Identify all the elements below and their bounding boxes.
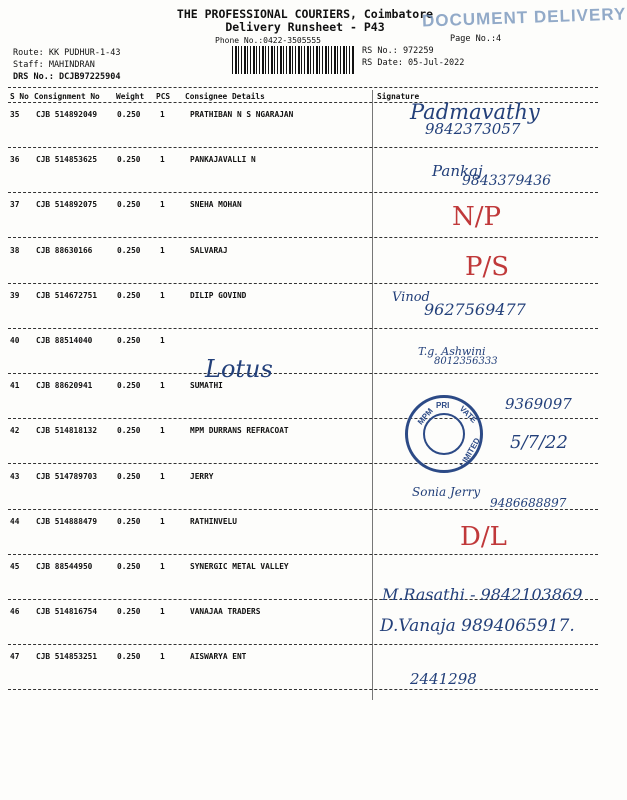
route: Route: KK PUDHUR-1-43 <box>13 48 121 58</box>
col-sno-header: S No <box>10 92 29 101</box>
cell-consignee: AISWARYA ENT <box>190 652 247 662</box>
cell-consignment: CJB 514816754 <box>36 607 98 617</box>
cell-consignee: RATHINVELU <box>190 516 237 526</box>
cell-consignment: CJB 88630166 <box>36 245 93 255</box>
cell-sno: 47 <box>10 652 20 662</box>
cell-pcs: 1 <box>160 607 165 617</box>
cell-weight: 0.250 <box>117 516 141 526</box>
signature-row-45: M.Rasathi - 9842103869 <box>382 585 583 604</box>
table-row <box>0 517 600 562</box>
runsheet-title: Delivery Runsheet - P43 <box>225 20 385 34</box>
cell-consignment: CJB 88514040 <box>36 336 93 345</box>
signature-row-46: D.Vanaja 9894065917. <box>380 616 575 636</box>
cell-pcs: 1 <box>160 200 165 210</box>
cell-consignee: PRATHIBAN N S NGARAJAN <box>190 110 294 119</box>
cell-consignment: CJB 514853251 <box>36 652 98 662</box>
cell-weight: 0.250 <box>117 245 141 255</box>
page-number: Page No.:4 <box>450 34 502 44</box>
staff: Staff: MAHINDRAN <box>13 60 95 70</box>
cell-pcs: 1 <box>160 562 165 571</box>
table-row <box>0 336 600 381</box>
table-row <box>0 200 600 245</box>
cell-consignee: SYNERGIC METAL VALLEY <box>190 562 289 571</box>
divider <box>8 87 598 88</box>
cell-weight: 0.250 <box>117 381 141 391</box>
cell-weight: 0.250 <box>117 562 141 571</box>
cell-consignment: CJB 514818132 <box>36 426 98 436</box>
cell-pcs: 1 <box>160 110 165 119</box>
signature-row-41: 9369097 <box>505 395 572 413</box>
cell-consignment: CJB 88544950 <box>36 562 93 571</box>
cell-pcs: 1 <box>160 290 165 300</box>
signature-row-36-number: 9843379436 <box>462 173 552 189</box>
cell-weight: 0.250 <box>117 607 141 617</box>
cell-sno: 40 <box>10 336 20 345</box>
table-row <box>0 652 600 697</box>
row-divider <box>8 644 598 645</box>
row-divider <box>8 689 598 690</box>
col-pcs-header: PCS <box>156 92 171 101</box>
row-divider <box>8 283 598 284</box>
row-divider <box>8 192 598 193</box>
cell-weight: 0.250 <box>117 200 141 210</box>
signature-row-35: Padmavathy <box>410 100 540 124</box>
drs-number: DRS No.: DCJB97225904 <box>13 72 121 82</box>
col-signature-header: Signature <box>377 92 420 101</box>
phone-number: Phone No.:0422-3505555 <box>215 36 321 45</box>
cell-consignment: CJB 514789703 <box>36 471 98 481</box>
cell-sno: 46 <box>10 607 20 617</box>
cell-pcs: 1 <box>160 652 165 662</box>
signature-row-44: D/L <box>460 522 507 552</box>
cell-consignee: JERRY <box>190 471 214 481</box>
cell-consignee: SUMATHI <box>190 381 223 391</box>
cell-sno: 35 <box>10 110 20 119</box>
cell-consignee: PANKAJAVALLI N <box>190 155 256 165</box>
cell-consignee: DILIP GOVIND <box>190 290 247 300</box>
runsheet-meta-left <box>13 47 120 83</box>
cell-sno: 39 <box>10 290 20 300</box>
cell-pcs: 1 <box>160 426 165 436</box>
cell-weight: 0.250 <box>117 652 141 662</box>
signature-row-40: T.g. Ashwini <box>418 345 486 358</box>
cell-consignment: CJB 514853625 <box>36 155 98 165</box>
cell-consignment: CJB 514892075 <box>36 200 98 210</box>
runsheet-meta-right <box>362 45 464 69</box>
cell-pcs: 1 <box>160 516 165 526</box>
cell-weight: 0.250 <box>117 155 141 165</box>
signature-row-39-number: 9627569477 <box>424 300 526 319</box>
cell-sno: 44 <box>10 516 20 526</box>
row-divider <box>8 373 598 374</box>
col-consignment-header: Consignment No <box>34 92 100 101</box>
cell-pcs: 1 <box>160 336 165 345</box>
signature-row-39: Vinod <box>392 290 430 305</box>
cell-weight: 0.250 <box>117 471 141 481</box>
cell-weight: 0.250 <box>117 426 141 436</box>
cell-consignment: CJB 514892049 <box>36 110 98 119</box>
signature-row-37: N/P <box>452 202 502 232</box>
cell-sno: 43 <box>10 471 20 481</box>
signature-row-40-number: 8012356333 <box>434 356 498 367</box>
row-divider <box>8 147 598 148</box>
signature-row-43-number: 9486688897 <box>490 496 567 510</box>
col-weight-header: Weight <box>116 92 145 101</box>
row-divider <box>8 328 598 329</box>
cell-sno: 41 <box>10 381 20 391</box>
cell-consignment: CJB 514672751 <box>36 290 98 300</box>
cell-sno: 37 <box>10 200 20 210</box>
cell-pcs: 1 <box>160 245 165 255</box>
signature-row-43: Sonia Jerry <box>412 485 481 499</box>
cell-weight: 0.250 <box>117 290 141 300</box>
cell-sno: 38 <box>10 245 20 255</box>
signature-row-35-number: 9842373057 <box>425 120 521 138</box>
cell-weight: 0.250 <box>117 110 141 119</box>
row-divider <box>8 237 598 238</box>
rs-date: RS Date: 05-Jul-2022 <box>362 58 465 68</box>
cell-consignee: MPM DURRANS REFRACOAT <box>190 426 289 436</box>
company-seal: MPM PRI VATE LIMITED <box>405 395 483 473</box>
rs-number: RS No.: 972259 <box>362 46 434 56</box>
row-divider <box>8 554 598 555</box>
cell-sno: 36 <box>10 155 20 165</box>
cell-consignee: SALVARAJ <box>190 245 228 255</box>
table-row <box>0 246 600 291</box>
signature-row-38: P/S <box>465 252 510 282</box>
row-divider <box>8 418 598 419</box>
company-title: THE PROFESSIONAL COURIERS, Coimbatore <box>176 7 434 21</box>
cell-consignee: SNEHA MOHAN <box>190 200 242 210</box>
handwritten-lotus: Lotus <box>205 355 273 383</box>
signature-row-36: Pankaj <box>432 162 483 180</box>
document-delivery-stamp: DOCUMENT DELIVERY <box>421 4 627 31</box>
page-title <box>160 8 450 34</box>
signature-row-47: 2441298 <box>410 670 477 688</box>
cell-sno: 45 <box>10 562 20 571</box>
cell-sno: 42 <box>10 426 20 436</box>
cell-pcs: 1 <box>160 155 165 165</box>
signature-row-42: 5/7/22 <box>510 432 568 453</box>
cell-consignment: CJB 514888479 <box>36 516 98 526</box>
barcode <box>232 46 354 74</box>
col-consignee-header: Consignee Details <box>185 92 265 101</box>
cell-pcs: 1 <box>160 381 165 391</box>
cell-consignment: CJB 88620941 <box>36 381 93 391</box>
cell-pcs: 1 <box>160 471 165 481</box>
cell-weight: 0.250 <box>117 336 141 345</box>
cell-consignee: VANAJAA TRADERS <box>190 607 261 617</box>
row-divider <box>8 463 598 464</box>
